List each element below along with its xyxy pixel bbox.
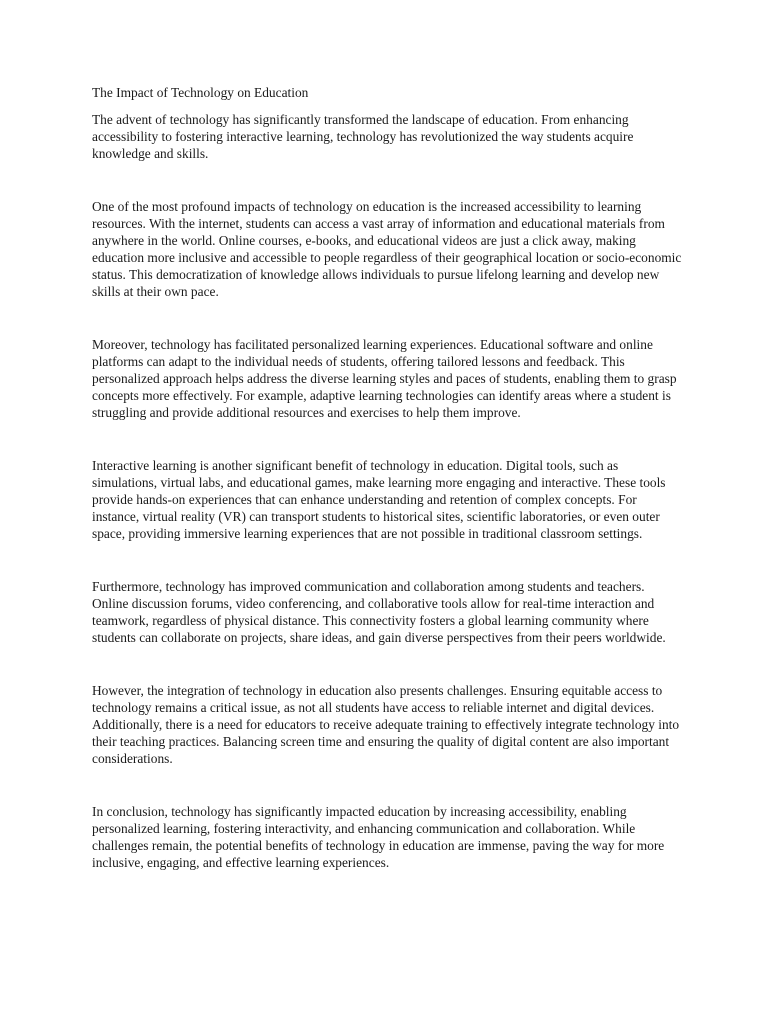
paragraph-communication: Furthermore, technology has improved communication and collaboration among students and teachers. Online discussion forums, video conferencing, and collaborative tools allow for real-time interaction and teamwork, regardless of physical distance. This connectivity fosters a global learning community where students can collaborate on projects, share ideas, and gain diverse perspectives from their peers worldwide. xyxy=(92,579,666,645)
document-page xyxy=(92,84,682,871)
paragraph-accessibility: One of the most profound impacts of technology on education is the increased accessibility to learning resources. With the internet, students can access a vast array of information and educational materials from anywhere in the world. Online courses, e-books, and educational videos are just a click away, making education more inclusive and accessible to people regardless of their geographical location or socio-economic status. This democratization of knowledge allows individuals to pursue lifelong learning and develop new skills at their own pace. xyxy=(92,199,682,299)
paragraph-intro: The advent of technology has significantly transformed the landscape of education. From enhancing accessibility to fostering interactive learning, technology has revolutionized the way students acquire knowledge and skills. xyxy=(92,112,634,161)
paragraph-conclusion: In conclusion, technology has significantly impacted education by increasing accessibility, enabling personalized learning, fostering interactivity, and enhancing communication and collaboration. While challenges remain, the potential benefits of technology in education are immense, paving the way for more inclusive, engaging, and effective learning experiences. xyxy=(92,804,665,870)
paragraph-interactive-learning: Interactive learning is another significant benefit of technology in education. Digital tools, such as simulations, virtual labs, and educational games, make learning more engaging and interactive. These tools provide hands-on experiences that can enhance understanding and retention of complex concepts. For instance, virtual reality (VR) can transport students to historical sites, scientific laboratories, or even outer space, providing immersive learning experiences that are not possible in traditional classroom settings. xyxy=(92,458,666,541)
document-title: The Impact of Technology on Education xyxy=(92,85,309,100)
paragraph-challenges: However, the integration of technology in education also presents challenges. Ensuring equitable access to technology remains a critical issue, as not all students have access to reliable internet and digital devices. Additionally, there is a need for educators to receive adequate training to effectively integrate technology into their teaching practices. Balancing screen time and ensuring the quality of digital content are also important considerations. xyxy=(92,683,680,766)
paragraph-personalized-learning: Moreover, technology has facilitated personalized learning experiences. Educational software and online platforms can adapt to the individual needs of students, offering tailored lessons and feedback. This personalized approach helps address the diverse learning styles and paces of students, enabling them to grasp concepts more effectively. For example, adaptive learning technologies can identify areas where a student is struggling and provide additional resources and exercises to help them improve. xyxy=(92,337,677,420)
